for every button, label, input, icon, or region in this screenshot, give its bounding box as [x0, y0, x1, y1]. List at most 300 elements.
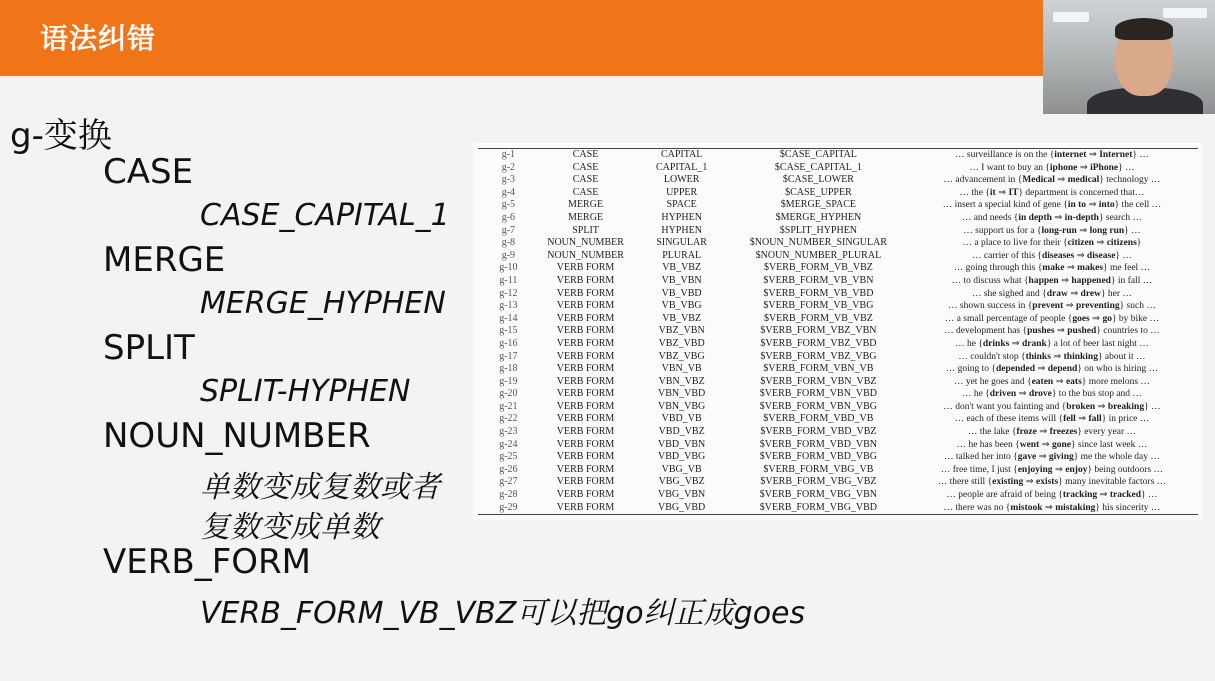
- right-arrow-icon: ⇒: [1086, 200, 1099, 211]
- row-example: [906, 325, 1198, 338]
- row-type: VERB FORM: [556, 388, 615, 400]
- example-target-word: iPhone: [1090, 162, 1119, 173]
- right-arrow-icon: ⇒: [1054, 175, 1068, 186]
- table-row: [478, 451, 1198, 464]
- outline-item-level-2: SPLIT-HYPHEN: [200, 374, 411, 409]
- row-example: [906, 476, 1198, 489]
- example-prefix: … a small percentage of people {: [944, 313, 1073, 324]
- row-subtype: VB_VBZ: [662, 312, 702, 324]
- row-subtype: VBN_VBD: [658, 388, 706, 400]
- presenter-webcam-feed: [1043, 0, 1215, 114]
- example-prefix: … support us for a {: [963, 225, 1042, 236]
- right-arrow-icon: ⇒: [1035, 364, 1048, 375]
- row-id: g-10: [499, 262, 518, 274]
- row-type: VERB FORM: [556, 262, 615, 274]
- example-target-word: eats: [1065, 376, 1082, 387]
- row-subtype: CAPITAL: [660, 149, 703, 160]
- example-target-word: preventing: [1075, 301, 1120, 312]
- table-row: [478, 325, 1198, 338]
- row-tag: $SPLIT_HYPHEN: [779, 224, 858, 236]
- right-arrow-icon: ⇒: [1074, 250, 1087, 261]
- example-source-word: thinks: [1025, 351, 1051, 362]
- row-id: g-13: [499, 300, 518, 312]
- example-suffix: }: [1136, 238, 1142, 249]
- example-target-word: medical: [1067, 175, 1100, 186]
- table-row: [478, 174, 1198, 187]
- row-tag: $VERB_FORM_VBN_VBG: [759, 400, 878, 412]
- example-suffix: } such …: [1119, 301, 1156, 312]
- outline-item-level-1: NOUN_NUMBER: [103, 416, 371, 456]
- example-suffix: } many inevitable factors …: [1058, 477, 1167, 488]
- row-type: VERB FORM: [556, 337, 615, 349]
- right-arrow-icon: ⇒: [1051, 212, 1065, 223]
- row-id: g-6: [501, 211, 516, 223]
- row-example: [906, 413, 1198, 426]
- row-tag: $VERB_FORM_VB_VBZ: [763, 262, 873, 274]
- table-row: [478, 187, 1198, 200]
- row-subtype: SPACE: [666, 199, 697, 211]
- table-row: [478, 439, 1198, 452]
- example-target-word: depend: [1047, 364, 1078, 375]
- row-example: [906, 388, 1198, 401]
- right-arrow-icon: ⇒: [1086, 150, 1100, 160]
- row-tag: $VERB_FORM_VB_VBD: [763, 287, 874, 299]
- example-source-word: draw: [1046, 288, 1068, 299]
- example-prefix: … there was no {: [943, 502, 1011, 513]
- row-example: [906, 275, 1198, 288]
- row-tag: $CASE_UPPER: [785, 186, 852, 198]
- right-arrow-icon: ⇒: [1089, 313, 1103, 324]
- example-target-word: disease: [1086, 250, 1116, 261]
- row-example: [906, 237, 1198, 250]
- example-suffix: } …: [1141, 490, 1158, 501]
- example-target-word: IT: [1008, 187, 1019, 198]
- example-source-word: depended: [995, 364, 1036, 375]
- row-tag: $VERB_FORM_VBD_VBZ: [760, 426, 877, 438]
- example-prefix: … surveillance is on the {: [955, 150, 1055, 160]
- row-example: [906, 162, 1198, 175]
- example-suffix: } in price …: [1101, 414, 1150, 425]
- right-arrow-icon: ⇒: [1016, 389, 1029, 400]
- row-subtype: VBN_VB: [661, 363, 702, 375]
- example-prefix: … and needs {: [961, 212, 1019, 223]
- example-source-word: driven: [989, 389, 1017, 400]
- row-type: NOUN_NUMBER: [547, 249, 624, 261]
- row-id: g-18: [499, 363, 518, 375]
- row-type: VERB FORM: [556, 463, 615, 475]
- example-suffix: } me feel …: [1103, 263, 1151, 274]
- row-subtype: VBZ_VBD: [658, 337, 705, 349]
- right-arrow-icon: ⇒: [1077, 162, 1091, 173]
- table-row: [478, 275, 1198, 288]
- row-subtype: VBG_VBD: [658, 501, 706, 513]
- outline-item-level-2: MERGE_HYPHEN: [200, 286, 446, 321]
- row-id: g-20: [499, 388, 518, 400]
- row-tag: $CASE_CAPITAL: [779, 149, 857, 160]
- example-target-word: in-depth: [1064, 212, 1099, 223]
- row-tag: $MERGE_HYPHEN: [775, 211, 862, 223]
- row-id: g-1: [501, 149, 516, 160]
- example-target-word: exists: [1036, 477, 1059, 488]
- row-tag: $VERB_FORM_VBG_VBN: [759, 489, 878, 501]
- table-row: [478, 225, 1198, 238]
- example-suffix: } …: [1115, 250, 1132, 261]
- example-source-word: gave: [1017, 452, 1037, 463]
- row-type: VERB FORM: [556, 400, 615, 412]
- row-example: [906, 489, 1198, 502]
- row-example: [906, 351, 1198, 364]
- example-source-word: prevent: [1032, 301, 1064, 312]
- row-tag: $NOUN_NUMBER_PLURAL: [755, 249, 882, 261]
- right-arrow-icon: ⇒: [1076, 225, 1090, 236]
- example-source-word: in depth: [1018, 212, 1052, 223]
- row-subtype: VB_VBD: [661, 287, 702, 299]
- example-source-word: iphone: [1049, 162, 1078, 173]
- row-tag: $VERB_FORM_VBN_VBZ: [760, 375, 877, 387]
- right-arrow-icon: ⇒: [1093, 238, 1107, 249]
- example-target-word: fall: [1088, 414, 1102, 425]
- row-subtype: VBD_VBN: [658, 438, 706, 450]
- row-type: CASE: [572, 149, 599, 160]
- row-tag: $VERB_FORM_VBD_VBG: [759, 451, 878, 463]
- presenter-hair: [1115, 18, 1173, 40]
- example-suffix: } …: [1132, 150, 1149, 160]
- ceiling-light-icon: [1163, 8, 1207, 18]
- example-suffix: } every year …: [1077, 427, 1137, 438]
- row-type: CASE: [572, 174, 599, 186]
- example-prefix: … a place to live for their {: [962, 238, 1068, 249]
- row-example: [906, 199, 1198, 212]
- row-type: VERB FORM: [556, 325, 615, 337]
- example-source-word: broken: [1066, 401, 1096, 412]
- table-row: [478, 413, 1198, 426]
- example-suffix: } me the whole day …: [1073, 452, 1160, 463]
- right-arrow-icon: ⇒: [1009, 338, 1023, 349]
- example-target-word: drew: [1080, 288, 1101, 299]
- row-subtype: VBN_VBZ: [658, 375, 705, 387]
- row-id: g-8: [501, 237, 516, 249]
- outline-item-level-1: SPLIT: [103, 328, 195, 368]
- g-transformation-table: [478, 148, 1198, 515]
- right-arrow-icon: ⇒: [1052, 464, 1066, 475]
- row-type: VERB FORM: [556, 287, 615, 299]
- example-target-word: mistaking: [1055, 502, 1096, 513]
- example-prefix: … the lake {: [967, 427, 1017, 438]
- example-prefix: … shown success in {: [948, 301, 1033, 312]
- row-subtype: PLURAL: [662, 249, 702, 261]
- row-example: [906, 313, 1198, 326]
- right-arrow-icon: ⇒: [1067, 288, 1081, 299]
- example-suffix: } on who is hiring …: [1077, 364, 1159, 375]
- example-prefix: … don't want you fainting and {: [943, 401, 1067, 412]
- row-type: VERB FORM: [556, 451, 615, 463]
- example-prefix: … he {: [955, 338, 983, 349]
- row-type: NOUN_NUMBER: [547, 237, 624, 249]
- example-suffix: } in fall …: [1110, 275, 1153, 286]
- row-tag: $VERB_FORM_VBG_VB: [763, 463, 874, 475]
- example-suffix: } more melons …: [1081, 376, 1150, 387]
- table-row: [478, 237, 1198, 250]
- example-target-word: drank: [1022, 338, 1047, 349]
- right-arrow-icon: ⇒: [1064, 263, 1078, 274]
- table-row: [478, 162, 1198, 175]
- row-id: g-26: [499, 463, 518, 475]
- example-prefix: … to discuss what {: [951, 275, 1029, 286]
- row-example: [906, 502, 1198, 515]
- row-subtype: VB_VBG: [661, 300, 702, 312]
- example-target-word: giving: [1048, 452, 1074, 463]
- table-row: [478, 262, 1198, 275]
- table-row: [478, 288, 1198, 301]
- example-prefix: … going to {: [945, 364, 996, 375]
- row-type: VERB FORM: [556, 312, 615, 324]
- table-row: [478, 376, 1198, 389]
- row-tag: $VERB_FORM_VBZ_VBG: [760, 350, 877, 362]
- row-tag: $VERB_FORM_VBN_VBD: [759, 388, 878, 400]
- row-type: VERB FORM: [556, 501, 615, 513]
- outline-item-level-2: 单数变成复数或者: [200, 470, 440, 505]
- example-prefix: … each of these items will {: [954, 414, 1064, 425]
- slide-title: 语法纠错: [40, 22, 157, 55]
- row-example: [906, 426, 1198, 439]
- table-row: [478, 489, 1198, 502]
- example-source-word: went: [1019, 439, 1040, 450]
- example-target-word: tracked: [1109, 490, 1141, 501]
- outline-item-level-1: MERGE: [103, 240, 226, 280]
- outline-item-level-1: CASE: [103, 152, 194, 192]
- right-arrow-icon: ⇒: [1075, 414, 1089, 425]
- row-subtype: HYPHEN: [661, 224, 702, 236]
- example-source-word: froze: [1016, 427, 1037, 438]
- transformation-table: [473, 143, 1203, 520]
- example-source-word: goes: [1072, 313, 1090, 324]
- example-prefix: … advancement in {: [943, 175, 1023, 186]
- row-type: VERB FORM: [556, 363, 615, 375]
- row-type: MERGE: [568, 211, 604, 223]
- row-id: g-21: [499, 400, 518, 412]
- row-type: SPLIT: [572, 224, 599, 236]
- row-subtype: VB_VBN: [661, 274, 702, 286]
- row-subtype: VBN_VBG: [658, 400, 706, 412]
- example-target-word: makes: [1077, 263, 1104, 274]
- example-prefix: … she sighed and {: [971, 288, 1047, 299]
- example-target-word: into: [1098, 200, 1115, 211]
- row-id: g-19: [499, 375, 518, 387]
- row-id: g-7: [501, 224, 516, 236]
- example-source-word: mistook: [1010, 502, 1043, 513]
- right-arrow-icon: ⇒: [1036, 452, 1049, 463]
- example-target-word: breaking: [1107, 401, 1145, 412]
- example-source-word: happen: [1028, 275, 1059, 286]
- row-type: VERB FORM: [556, 375, 615, 387]
- right-arrow-icon: ⇒: [1050, 351, 1064, 362]
- row-example: [906, 212, 1198, 225]
- row-subtype: VBD_VBG: [658, 451, 706, 463]
- example-prefix: … free time, I just {: [940, 464, 1018, 475]
- row-id: g-16: [499, 337, 518, 349]
- row-example: [906, 174, 1198, 187]
- row-type: VERB FORM: [556, 413, 615, 425]
- example-suffix: } since last week …: [1070, 439, 1148, 450]
- row-tag: $NOUN_NUMBER_SINGULAR: [749, 237, 888, 249]
- row-type: VERB FORM: [556, 426, 615, 438]
- right-arrow-icon: ⇒: [1023, 477, 1036, 488]
- row-example: [906, 363, 1198, 376]
- row-type: MERGE: [568, 199, 604, 211]
- row-id: g-9: [501, 249, 516, 261]
- example-suffix: } being outdoors …: [1087, 464, 1163, 475]
- example-prefix: … he {: [961, 389, 990, 400]
- table-row: [478, 300, 1198, 313]
- row-example: [906, 262, 1198, 275]
- row-tag: $VERB_FORM_VB_VBN: [763, 274, 874, 286]
- example-prefix: … the {: [959, 187, 990, 198]
- example-target-word: citizens: [1106, 238, 1137, 249]
- example-suffix: } about it …: [1097, 351, 1146, 362]
- right-arrow-icon: ⇒: [1053, 376, 1066, 387]
- row-id: g-23: [499, 426, 518, 438]
- right-arrow-icon: ⇒: [1042, 502, 1056, 513]
- row-subtype: UPPER: [666, 186, 698, 198]
- row-type: VERB FORM: [556, 350, 615, 362]
- row-subtype: VBG_VB: [661, 463, 702, 475]
- row-example: [906, 250, 1198, 263]
- row-tag: $VERB_FORM_VBZ_VBN: [760, 325, 877, 337]
- row-id: g-14: [499, 312, 518, 324]
- row-example: [906, 439, 1198, 452]
- example-suffix: } to the bus stop and …: [1051, 389, 1142, 400]
- table-row: [478, 464, 1198, 477]
- slide-header-bar: [0, 0, 1043, 76]
- row-id: g-25: [499, 451, 518, 463]
- example-target-word: drove: [1028, 389, 1052, 400]
- row-subtype: LOWER: [663, 174, 700, 186]
- example-source-word: Medical: [1022, 175, 1055, 186]
- example-prefix: … I want to buy an {: [969, 162, 1050, 173]
- row-subtype: VBD_VB: [661, 413, 702, 425]
- row-type: VERB FORM: [556, 489, 615, 501]
- row-id: g-28: [499, 489, 518, 501]
- right-arrow-icon: ⇒: [1054, 326, 1068, 337]
- table-row: [478, 426, 1198, 439]
- row-id: g-12: [499, 287, 518, 299]
- example-suffix: } department is concerned that…: [1018, 187, 1145, 198]
- table-row: [478, 313, 1198, 326]
- example-source-word: eaten: [1031, 376, 1054, 387]
- row-tag: $CASE_CAPITAL_1: [774, 161, 862, 173]
- row-subtype: VBZ_VBG: [658, 350, 705, 362]
- row-tag: $VERB_FORM_VBZ_VBD: [760, 337, 877, 349]
- example-target-word: thinking: [1063, 351, 1098, 362]
- example-source-word: long-run: [1041, 225, 1077, 236]
- table-row: [478, 502, 1198, 515]
- row-subtype: VBG_VBN: [658, 489, 706, 501]
- row-tag: $CASE_LOWER: [782, 174, 854, 186]
- row-tag: $VERB_FORM_VB_VBG: [763, 300, 874, 312]
- table-row: [478, 149, 1198, 162]
- row-type: CASE: [572, 161, 599, 173]
- row-id: g-24: [499, 438, 518, 450]
- right-arrow-icon: ⇒: [1058, 275, 1072, 286]
- table-row: [478, 250, 1198, 263]
- row-id: g-3: [501, 174, 516, 186]
- row-example: [906, 187, 1198, 200]
- row-example: [906, 225, 1198, 238]
- row-type: VERB FORM: [556, 274, 615, 286]
- row-tag: $VERB_FORM_VBG_VBD: [759, 501, 878, 513]
- row-id: g-17: [499, 350, 518, 362]
- row-type: VERB FORM: [556, 300, 615, 312]
- example-source-word: in to: [1067, 200, 1087, 211]
- row-example: [906, 464, 1198, 477]
- row-tag: $VERB_FORM_VB_VBZ: [763, 312, 873, 324]
- outline-item-level-2: VERB_FORM_VB_VBZ可以把go纠正成goes: [200, 596, 806, 631]
- row-id: g-5: [501, 199, 516, 211]
- right-arrow-icon: ⇒: [1097, 490, 1110, 501]
- row-tag: $VERB_FORM_VBD_VBN: [759, 438, 878, 450]
- example-suffix: } his sincerity …: [1095, 502, 1161, 513]
- row-subtype: VBZ_VBN: [658, 325, 705, 337]
- right-arrow-icon: ⇒: [1095, 401, 1108, 412]
- example-target-word: happened: [1071, 275, 1111, 286]
- row-subtype: CAPITAL_1: [655, 161, 708, 173]
- example-source-word: pushes: [1027, 326, 1055, 337]
- example-source-word: citizen: [1067, 238, 1094, 249]
- outline-item-level-2: 复数变成单数: [200, 510, 380, 545]
- example-prefix: … he has been {: [956, 439, 1020, 450]
- example-source-word: it: [989, 187, 996, 198]
- example-suffix: } the cell …: [1114, 200, 1162, 211]
- row-type: CASE: [572, 186, 599, 198]
- row-type: VERB FORM: [556, 438, 615, 450]
- example-target-word: long run: [1089, 225, 1125, 236]
- example-prefix: … insert a special kind of gene {: [942, 200, 1068, 211]
- example-prefix: … couldn't stop {: [958, 351, 1026, 362]
- row-tag: $VERB_FORM_VBD_VB: [763, 413, 874, 425]
- example-target-word: gone: [1051, 439, 1071, 450]
- example-target-word: go: [1102, 313, 1112, 324]
- example-prefix: … people are afraid of being {: [946, 490, 1063, 501]
- example-suffix: } countries to …: [1096, 326, 1160, 337]
- example-prefix: … carrier of this {: [972, 250, 1042, 261]
- row-id: g-15: [499, 325, 518, 337]
- row-id: g-27: [499, 476, 518, 488]
- row-example: [906, 300, 1198, 313]
- example-suffix: } …: [1144, 401, 1161, 412]
- example-suffix: } technology …: [1099, 175, 1161, 186]
- example-source-word: tracking: [1062, 490, 1098, 501]
- row-subtype: VBG_VBZ: [658, 476, 705, 488]
- example-suffix: } …: [1124, 225, 1141, 236]
- row-tag: $VERB_FORM_VBN_VB: [763, 363, 874, 375]
- row-example: [906, 376, 1198, 389]
- row-id: g-4: [501, 186, 516, 198]
- example-prefix: … talked her into {: [944, 452, 1018, 463]
- right-arrow-icon: ⇒: [1063, 301, 1076, 312]
- row-subtype: HYPHEN: [661, 211, 702, 223]
- right-arrow-icon: ⇒: [1039, 439, 1052, 450]
- example-source-word: fell: [1063, 414, 1076, 425]
- example-suffix: } search …: [1098, 212, 1143, 223]
- row-example: [906, 288, 1198, 301]
- table-row: [478, 338, 1198, 351]
- table-row: [478, 363, 1198, 376]
- table-row: [478, 351, 1198, 364]
- ceiling-light-icon: [1053, 12, 1089, 22]
- row-type: VERB FORM: [556, 476, 615, 488]
- table-row: [478, 212, 1198, 225]
- example-source-word: make: [1042, 263, 1065, 274]
